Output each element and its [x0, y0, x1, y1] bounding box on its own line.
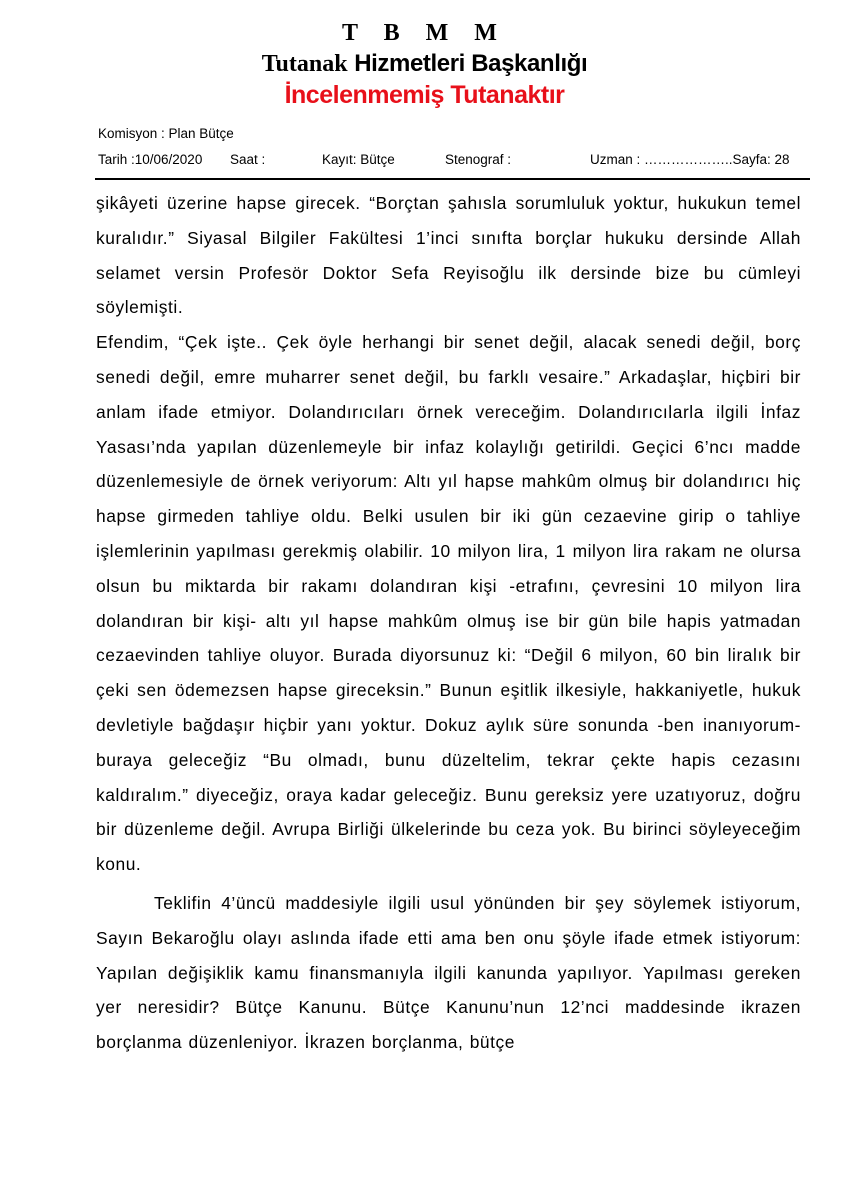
stenographer-field: Stenograf : [445, 152, 512, 167]
record-field: Kayıt: Bütçe [322, 152, 395, 167]
paragraph: Teklifin 4’üncü maddesiyle ilgili usul yönünden bir şey söylemek istiyorum, Sayın Bekaroğlu olayı aslında ifade etti ama ben onu şöyle ifade etmek istiyorum: Yapılan değişiklik kamu finansmanıyla ilgili kanunda yapılıyor. Yapılması gereken yer neresidir? Bütçe Kanunu. Bütçe Kanunu’nun 12’nci maddesinde ikrazen borçlanma düzenleniyor. İkrazen borçlanma, bütçe [96, 892, 801, 1053]
meta-row [98, 152, 798, 170]
time-field: Saat : [230, 152, 266, 167]
paragraph: Efendim, “Çek işte.. Çek öyle herhangi bir senet değil, alacak senedi değil, borç senedi değil, emre muharrer senet değil, bu farklı vesaire.” Arkadaşlar, hiçbiri bir anlam ifade etmiyor. Dolandırıcıları örnek vereceğim. Dolandırıcılarla ilgili İnfaz Yasası’nda yapılan düzenlemeyle bir infaz kolaylığı getirildi. Geçici 6’ncı madde düzenlemesiyle de örnek veriyorum: Altı yıl hapse mahkûm olmuş bir dolandırıcı hiç hapse girmeden tahliye oldu. Belki usulen bir iki gün cezaevine girip o tahliye işlemlerinin yapılması gerekmiş olabilir. 10 milyon lira, 1 milyon lira rakam ne olursa olsun bu miktarda bir rakamı dolandıran kişi -etrafını, çevresini 10 milyon lira dolandıran bir kişi- altı yıl hapse mahkûm olmuş ise bir gün bile hapis yatmadan cezaevinden tahliye oluyor. Burada diyorsunuz ki: “Değil 6 milyon, 60 bin liralık bir çeki sen ödemezsen hapse gireceksin.” Bunun eşitlik ilkesiyle, hakkaniyetle, hukuk devletiyle bağdaşır hiçbir yanı yoktur. Dokuz aylık süre sonunda -ben inanıyorum- buraya geleceğiz “Bu olmadı, bunu düzeltelim, tekrar çekte hapis cezasını kaldıralım.” diyeceğiz, oraya kadar geleceğiz. Bunu gereksiz yere uzatıyoruz, doğru bir düzenleme değil. Avrupa Birliği ülkelerinde bu ceza yok. Bu birinci söyleyeceğim konu. [96, 332, 801, 875]
office-title-part2: Hizmetleri Başkanlığı [354, 50, 588, 77]
committee-label: Komisyon : Plan Bütçe [98, 126, 234, 141]
header-divider [95, 178, 810, 180]
transcript-status: İncelenmemiş Tutanaktır [284, 81, 565, 109]
paragraph: şikâyeti üzerine hapse girecek. “Borçtan şahısla sorumluluk yoktur, hukukun temel kuralıdır.” Siyasal Bilgiler Fakültesi 1’inci sınıfta borçlar hukuku dersinde Allah selamet versin Profesör Doktor Sefa Reyisoğlu ilk dersinde bize bu cümleyi söylemişti. [96, 193, 801, 318]
office-title-part1: Tutanak [261, 51, 348, 77]
transcript-body [96, 186, 801, 1060]
expert-page-field: Uzman : ………………..Sayfa: 28 [590, 152, 790, 167]
office-title [0, 50, 849, 78]
org-title: T B M M [342, 20, 507, 46]
date-field: Tarih :10/06/2020 [98, 152, 203, 167]
